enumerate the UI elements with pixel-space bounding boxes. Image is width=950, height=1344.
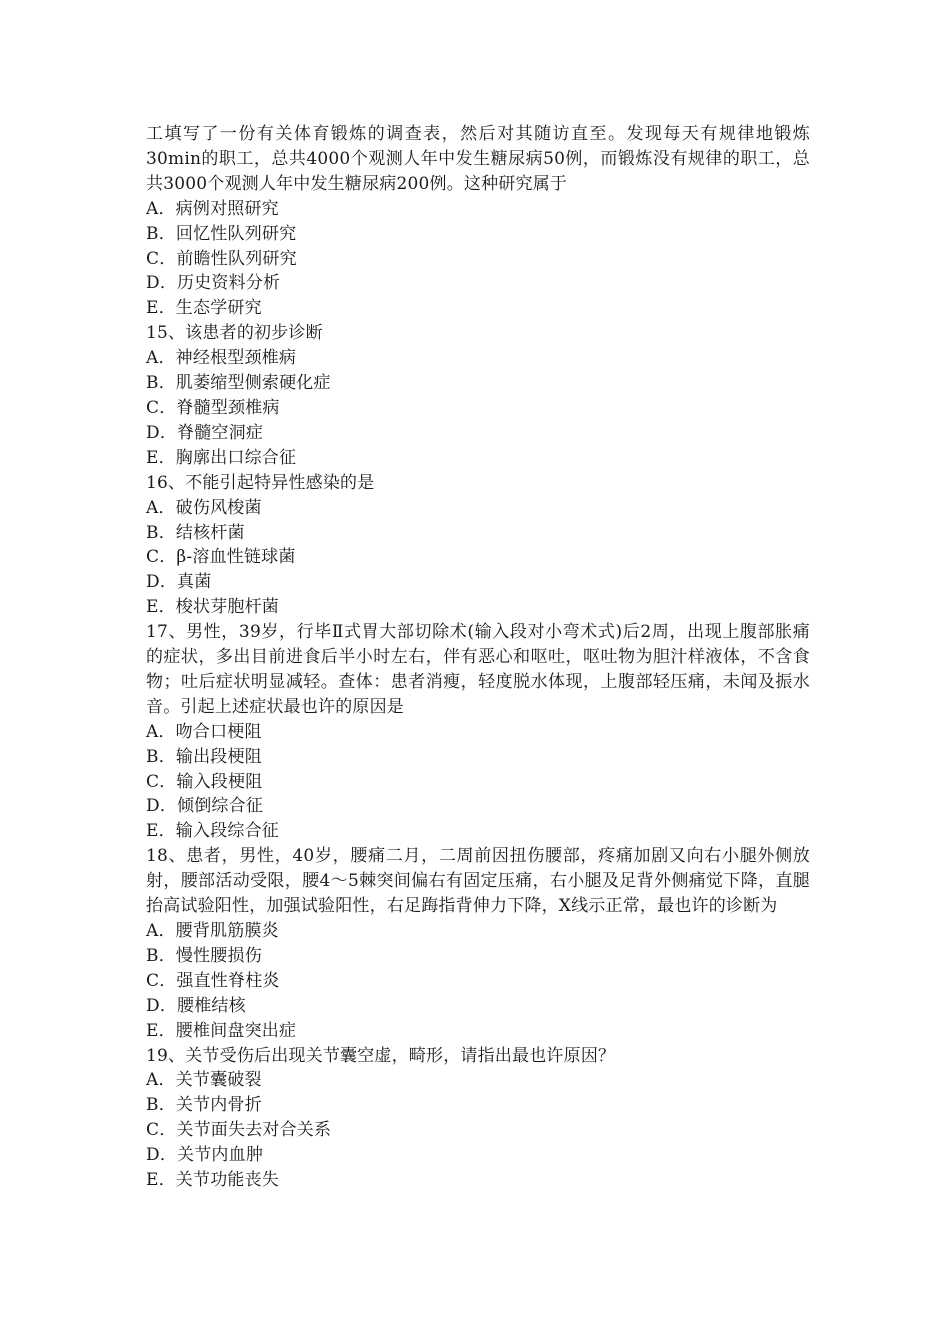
- option-b: B．结核杆菌: [146, 522, 245, 543]
- option-e: E．梭状芽胞杆菌: [146, 597, 280, 618]
- option-a: A．病例对照研究: [146, 198, 279, 219]
- question-15-stem: 15、该患者的初步诊断: [146, 323, 323, 344]
- option-b: B．肌萎缩型侧索硬化症: [146, 373, 331, 394]
- option-a: A．关节囊破裂: [146, 1070, 262, 1091]
- question-16-stem: 16、不能引起特异性感染的是: [146, 472, 375, 493]
- option-b: B．关节内骨折: [146, 1095, 262, 1116]
- option-d: D．真菌: [146, 572, 212, 593]
- option-e: E．生态学研究: [146, 298, 262, 319]
- option-d: D．历史资料分析: [146, 273, 281, 294]
- option-e: E．胸廓出口综合征: [146, 447, 297, 468]
- option-d: D．关节内血肿: [146, 1145, 264, 1166]
- option-e: E．关节功能丧失: [146, 1170, 280, 1191]
- question-17-stem: 17、男性，39岁，行毕Ⅱ式胃大部切除术(输入段对小弯术式)后2周，出现上腹部胀痛的症状，多出目前进食后半小时左右，伴有恶心和呕吐，呕吐物为胆汁样液体，不含食物；吐后症状明显减轻。查体：患者消瘦，轻度脱水体现，上腹部轻压痛，未闻及振水音。引起上述症状最也许的原因是: [146, 622, 810, 717]
- question-18-stem: 18、患者，男性，40岁，腰痛二月，二周前因扭伤腰部，疼痛加剧又向右小腿外侧放射，腰部活动受限，腰4～5棘突间偏右有固定压痛，右小腿及足背外侧痛觉下降，直腿抬高试验阳性，加强试验阳性，右足踇指背伸力下降，X线示正常，最也许的诊断为: [146, 846, 810, 917]
- option-c: C．前瞻性队列研究: [146, 248, 297, 269]
- option-d: D．脊髓空洞症: [146, 422, 264, 443]
- option-e: E．腰椎间盘突出症: [146, 1020, 297, 1041]
- option-d: D．腰椎结核: [146, 995, 246, 1016]
- option-c: C．关节面失去对合关系: [146, 1120, 332, 1141]
- option-a: A．腰背肌筋膜炎: [146, 921, 279, 941]
- document-body: [146, 122, 810, 1193]
- option-c: C．输入段梗阻: [146, 771, 263, 792]
- option-b: B．回忆性队列研究: [146, 223, 297, 244]
- option-a: A．神经根型颈椎病: [146, 348, 297, 369]
- option-b: B．慢性腰损伤: [146, 945, 262, 966]
- option-a: A．破伤风梭菌: [146, 497, 262, 518]
- question-14-stem-continued: 工填写了一份有关体育锻炼的调查表，然后对其随访直至。发现每天有规律地锻炼30min的职工，总共4000个观测人年中发生糖尿病50例，而锻炼没有规律的职工，总共3000个观测人年中发生糖尿病200例。这种研究属于: [146, 124, 810, 194]
- option-a: A．吻合口梗阻: [146, 721, 262, 742]
- option-c: C．强直性脊柱炎: [146, 970, 280, 991]
- option-b: B．输出段梗阻: [146, 746, 262, 767]
- option-d: D．倾倒综合征: [146, 796, 264, 817]
- option-c: C．β-溶血性链球菌: [146, 547, 296, 568]
- option-c: C．脊髓型颈椎病: [146, 397, 280, 418]
- question-19-stem: 19、关节受伤后出现关节囊空虚，畸形，请指出最也许原因？: [146, 1045, 616, 1066]
- option-e: E．输入段综合征: [146, 821, 280, 842]
